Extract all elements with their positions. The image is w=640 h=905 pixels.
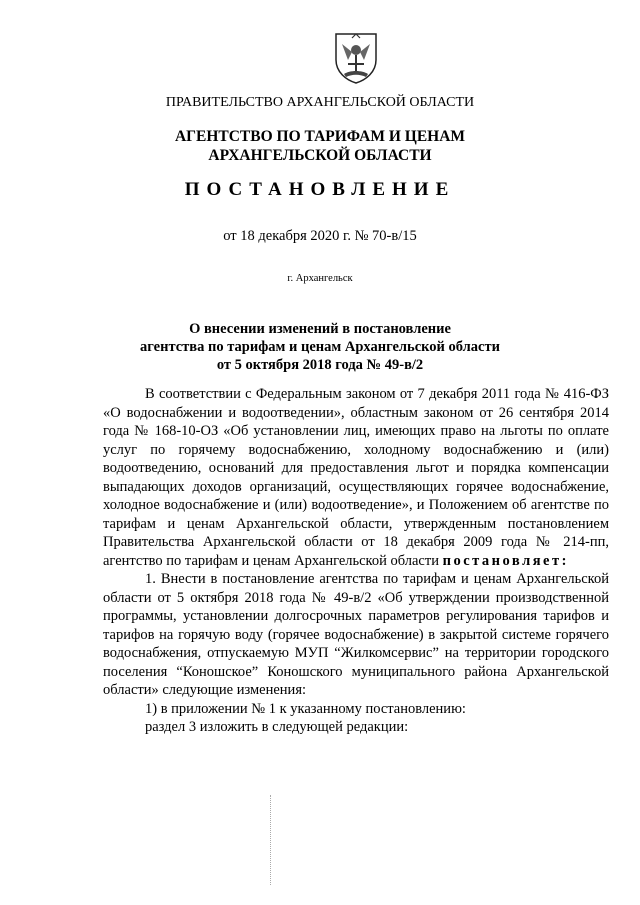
- decree-title: ПОСТАНОВЛЕНИЕ: [184, 179, 456, 200]
- decree-date-number: от 18 декабря 2020 г. № 70-в/15: [223, 228, 417, 244]
- section-3-paragraph: раздел 3 изложить в следующей редакции:: [145, 719, 409, 735]
- government-name: ПРАВИТЕЛЬСТВО АРХАНГЕЛЬСКОЙ ОБЛАСТИ: [165, 95, 475, 110]
- subject-line1: О внесении изменений в постановление: [189, 321, 451, 337]
- decree-city: г. Архангельск: [287, 273, 353, 284]
- subitem-1-paragraph: 1) в приложении № 1 к указанному постановлению:: [145, 700, 466, 717]
- item-1-paragraph: 1. Внести в постановление агентства по тарифам и ценам Архангельской области от 5 октября 2018 года № 49-в/2 «Об утверждении производственной программы, установлении долгосрочных параметров регулирования тарифов и тарифов на горячую воду (горячее водоснабжение) в закрытой системе горячего водоснабжения, отпускаемую МУП “Жилкомсервис” на территории городского поселения “Коношское” Коношского муниципального района Архангельской области» следующие изменения:: [103, 571, 609, 698]
- decrees-word: постановляет:: [442, 552, 569, 569]
- subject-line3: от 5 октября 2018 года № 49-в/2: [216, 357, 424, 373]
- preamble-paragraph: [103, 385, 609, 570]
- subject-line2: агентства по тарифам и ценам Архангельской области: [140, 339, 500, 355]
- scan-artifact-dots: [270, 795, 273, 885]
- agency-name-line1: АГЕНТСТВО ПО ТАРИФАМ И ЦЕНАМ: [174, 128, 466, 145]
- agency-name-line2: АРХАНГЕЛЬСКОЙ ОБЛАСТИ: [208, 147, 432, 164]
- document-body: [103, 385, 609, 737]
- coat-of-arms-icon: [330, 30, 382, 84]
- preamble-text: В соответствии с Федеральным законом от 7 декабря 2011 года № 416-ФЗ «О водоснабжении и водоотведении», областным законом от 26 сентября 2014 года № 168-10-ОЗ «Об установлении лиц, имеющих право на льготы по оплате услуг по горячему водоснабжению, холодному водоснабжению и (или) водоотведению, оснований для предоставления льгот и порядка компенсации выпадающих доходов организаций, осуществляющих горячее водоснабжение, холодное водоснабжение и (или) водоотведение», и Положением об агентстве по тарифам и ценам Архангельской области, утвержденным постановлением Правительства Архангельской области от 18 декабря 2009 года № 214-пп, агентство по тарифам и ценам Архангельской области: [103, 386, 609, 569]
